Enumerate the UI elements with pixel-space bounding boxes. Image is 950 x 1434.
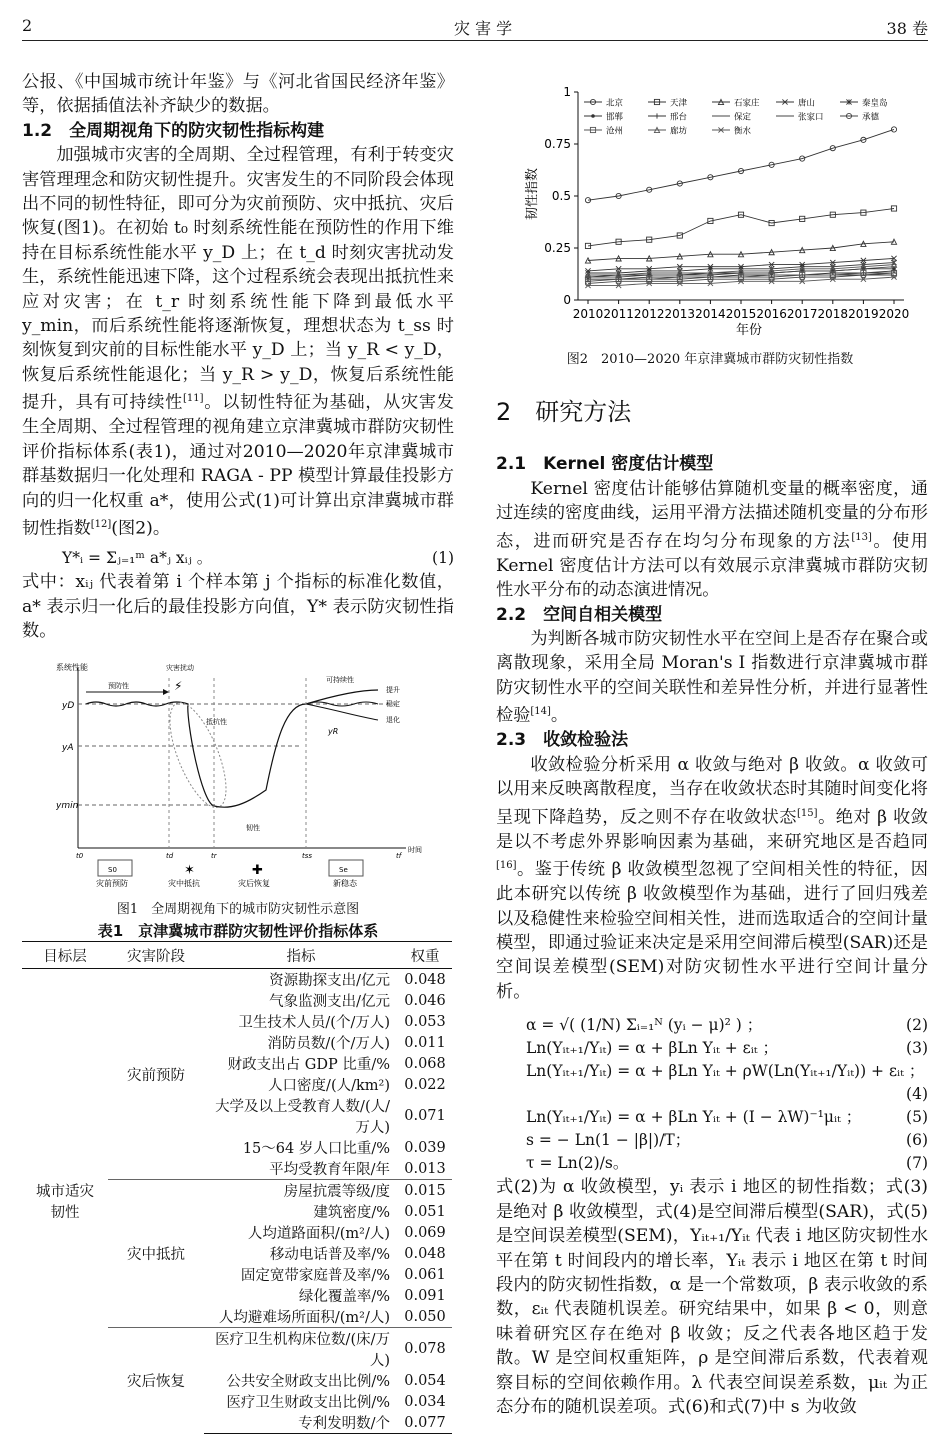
citation: [13]: [851, 531, 872, 543]
fig1-stable: 稳定: [386, 700, 400, 708]
indicator-cell: 卫生技术人员/(个/万人): [238, 1015, 390, 1031]
fig1-tss: tss: [302, 852, 313, 860]
series-line: [588, 129, 894, 200]
lightning-icon: ⚡: [174, 679, 183, 693]
legend-label: 衡水: [734, 126, 752, 137]
legend-label: 承德: [862, 112, 880, 123]
paragraph: 加强城市灾害的全周期、全过程管理，有利于转变灾害管理理念和防灾韧性提升。灾害发生的不同阶段会体现出不同的韧性特征，即可分为灾前预防、灾中抵抗、灾后恢复(图1)。在初始 t₀ 时刻系统性能在预防性的作用下维持在目标系统性能水平 y_D 上；在 t_d 时刻灾害扰动发生，系统性能迅速下降，这个过程系统会表现出抵抗性来应对灾害；在 t_r 时刻系统性能下降到最低水平 y_min，而后系统性能将逐渐恢复，理想状态为 t_ss 时刻恢复到灾前的目标性能水平 y_D 上；当 y_R < y_D，恢复后系统性能退化；当 y_R > y_D，恢复后系统性能提升，具有可持续性[11]。以韧性特征为基础，从灾害发生全周期、全过程管理的视角建立京津冀城市群防灾韧性评价指标体系(表1)，通过对2010—2020年京津冀城市群基数据归一化处理和 RAGA - PP 模型计算最佳投影方向的归一化权重 a*，使用公式(1)可计算出京津冀城市群韧性指数[12](图2)。: [22, 145, 454, 539]
weight-cell: 0.061: [404, 1266, 446, 1283]
indicator-cell: 移动电话普及率/%: [269, 1247, 390, 1263]
weight-cell: 0.048: [404, 1245, 446, 1262]
data-point: [591, 114, 595, 118]
fig1-yD: yD: [62, 701, 75, 711]
indicator-table: [22, 941, 452, 1434]
indicator-cell: 绿化覆盖率/%: [298, 1289, 390, 1305]
weight-cell: 0.091: [404, 1287, 446, 1304]
legend-entry: [648, 98, 688, 109]
stage-mid-cell: 灾中抵抗: [127, 1247, 185, 1263]
legend-label: 北京: [606, 98, 624, 109]
fig1-disturb: 灾害扰动: [166, 664, 194, 672]
fig1-sustain: 可持续性: [326, 676, 354, 684]
right-column: [496, 400, 928, 1419]
x-tick-label: 2011: [603, 307, 634, 321]
legend-entry: [584, 126, 623, 137]
indicator-cell: 固定宽带家庭普及率/%: [240, 1268, 390, 1284]
citation: [15]: [797, 807, 818, 819]
figure-2-caption-block: [492, 348, 928, 367]
x-tick-label: 2014: [695, 307, 726, 321]
equation-1: Y*ᵢ = Σⱼ₌₁ᵐ a*ⱼ xᵢⱼ 。 (1): [62, 549, 454, 568]
stage-post-cell: 灾后恢复: [127, 1374, 185, 1391]
weight-cell: 0.071: [404, 1108, 446, 1124]
table-1-title: 表1 京津冀城市群防灾韧性评价指标体系: [97, 922, 379, 940]
paragraph: 收敛检验分析采用 α 收敛与绝对 β 收敛。α 收敛可以用来反映离散程度，当存在收敛状态时其随时间变化将呈现下降趋势，反之则不存在收敛状态[15]。绝对 β 收敛是以不考虑外界影响因素为基础，来研究地区是否趋同[16]。鉴于传统 β 收敛模型忽视了空间相关性的特征，因此本研究以传统 β 收敛模型作为基础，进行了回归残差以及稳健性来检验空间相关性，进而选取适合的空间计量模型，即通过验证来决定是采用空间滞后模型(SAR)还是空间误差模型(SEM)对防灾韧性水平进行空间计量分析。: [496, 754, 928, 1002]
equation-4-number: (4): [906, 1085, 928, 1104]
weight-cell: 0.013: [404, 1160, 446, 1177]
legend-label: 秦皇岛: [862, 98, 888, 109]
x-tick-label: 2012: [633, 307, 665, 321]
plus-burst-icon: ✚: [252, 863, 263, 878]
indicator-cell: 气象监测支出/亿元: [269, 994, 390, 1010]
figure-1-caption-block: [22, 898, 454, 917]
section-heading-2-3: 2.3 收敛检验法: [496, 730, 629, 751]
running-header: [22, 8, 928, 41]
page-number: 2: [22, 16, 33, 35]
legend-label: 唐山: [798, 98, 816, 109]
paragraph: 为判断各城市防灾韧性水平在空间上是否存在聚合或离散现象，采用全局 Moran's I 指数进行京津冀城市群防灾韧性水平的空间关联性和差异性分析，并进行显著性检验[14]。: [496, 628, 928, 726]
equation-3: Ln(Yᵢₜ₊₁/Yᵢₜ) = α + βLn Yᵢₜ + εᵢₜ ； (3): [526, 1039, 928, 1058]
figure-2-line-chart: [492, 72, 922, 342]
fig1-td: td: [166, 852, 174, 860]
legend-entry: [584, 112, 624, 123]
legend-entry: [776, 112, 824, 123]
figure-2-caption: 图2 2010—2020 年京津冀城市群防灾韧性指数: [566, 352, 854, 367]
fig1-degrade: 退化: [386, 716, 400, 724]
legend-label: 石家庄: [734, 98, 760, 109]
indicator-cell: 人口密度/(人/km²): [268, 1078, 390, 1094]
legend-entry: [648, 126, 688, 137]
indicator-cell: 房屋抗震等级/度: [283, 1184, 390, 1200]
indicator-cell: 建筑密度/%: [313, 1205, 390, 1221]
fig1-resist: 抵抗性: [206, 718, 227, 726]
section-heading-1-2: 1.2 全周期视角下的防灾韧性指标构建: [22, 120, 325, 141]
y-tick-label: 0.5: [551, 189, 571, 203]
indicator-cell: 专利发明数/个: [204, 1412, 398, 1434]
chart-y-label: 韧性指数: [525, 167, 540, 221]
fig1-se: Se: [339, 866, 348, 874]
fig1-ymin: ymin: [56, 801, 79, 811]
fig1-y-label: 系统性能: [56, 663, 88, 672]
legend-label: 天津: [670, 98, 688, 109]
fig1-yA: yA: [62, 743, 74, 753]
fig1-prevent: 预防性: [108, 682, 129, 690]
legend-entry: [712, 126, 752, 137]
weight-cell: 0.039: [404, 1139, 446, 1156]
legend-label: 邯郸: [606, 112, 624, 123]
stage-pre-cell: 灾前预防: [127, 1067, 185, 1084]
table-row: [22, 969, 452, 991]
series-1: [585, 206, 896, 249]
indicator-cell: 资源勘探支出/亿元: [269, 973, 390, 989]
equation-2: α = √( (1/N) Σᵢ₌₁ᴺ (yᵢ − μ)² ) ； (2): [526, 1016, 928, 1035]
y-tick-label: 0: [563, 293, 571, 307]
indicator-cell: 平均受教育年限/年: [269, 1162, 390, 1178]
equation-5: Ln(Yᵢₜ₊₁/Yᵢₜ) = α + βLn Yᵢₜ + (I − λW)⁻¹μᵢₜ ； (5): [526, 1108, 928, 1127]
series-0: [585, 127, 896, 203]
weight-cell: 0.068: [404, 1055, 446, 1072]
legend-label: 张家口: [798, 112, 824, 123]
data-point: [654, 113, 659, 118]
y-tick-label: 0.75: [544, 137, 571, 151]
legend-entry: [840, 98, 888, 109]
indicator-cell: 医疗卫生财政支出比例/%: [226, 1395, 390, 1411]
fig1-stage-4: 新稳态: [333, 879, 357, 888]
figure-1-caption: 图1 全周期视角下的城市防灾韧性示意图: [116, 902, 360, 917]
paragraph: 公报、《中国城市统计年鉴》与《河北省国民经济年鉴》等，依据插值法补齐缺少的数据。: [22, 72, 454, 117]
indicator-cell: 消防员数/(个/万人): [267, 1036, 390, 1052]
legend-label: 保定: [734, 112, 752, 123]
legend-entry: [840, 112, 880, 123]
legend-label: 廊坊: [670, 126, 688, 137]
weight-cell: 0.015: [404, 1182, 446, 1199]
indicator-cell: 财政支出占 GDP 比重/%: [227, 1057, 390, 1073]
col-header-weight: 权重: [398, 942, 452, 969]
table-header-row: [22, 942, 452, 969]
weight-cell: 0.034: [404, 1393, 446, 1410]
figure-1-diagram: [56, 660, 434, 888]
fig1-tr: tr: [211, 852, 217, 860]
section-heading-2: 2 研究方法: [496, 398, 632, 426]
legend-entry: [712, 98, 760, 109]
legend-entry: [712, 112, 752, 123]
weight-cell: 0.077: [398, 1412, 452, 1434]
chart-x-label: 年份: [735, 323, 763, 338]
legend-label: 邢台: [670, 112, 688, 123]
fig1-s0: S0: [108, 866, 117, 874]
burst-icon: ✶: [184, 863, 195, 878]
x-tick-label: 2017: [786, 307, 818, 321]
equation-7: τ = Ln(2)/s。 (7): [526, 1154, 928, 1173]
section-heading-2-2: 2.2 空间自相关模型: [496, 604, 663, 625]
weight-cell: 0.011: [404, 1034, 446, 1051]
table-1-block: [22, 920, 454, 1434]
target-layer-cell: 城市适灾韧性: [36, 1184, 94, 1222]
x-tick-label: 2016: [756, 307, 787, 321]
col-header-indicator: 指标: [204, 942, 398, 969]
indicator-cell: 人均避难场所面积/(m²/人): [218, 1310, 390, 1326]
citation: [14]: [530, 706, 551, 718]
legend-label: 沧州: [606, 126, 624, 137]
left-column: [22, 70, 454, 643]
equation-6: s = − Ln(1 − |β|)/T； (6): [526, 1131, 928, 1150]
indicator-cell: 公共安全财政支出比例/%: [226, 1374, 390, 1390]
citation: [11]: [183, 393, 204, 405]
weight-cell: 0.053: [404, 1013, 446, 1030]
legend-entry: [648, 112, 688, 123]
legend-entry: [776, 98, 815, 109]
fig1-resilience: 韧性: [246, 824, 260, 832]
weight-cell: 0.078: [404, 1341, 446, 1357]
indicator-cell: 15～64 岁人口比重/%: [242, 1141, 390, 1157]
y-tick-label: 0.25: [544, 241, 571, 255]
equation-4: Ln(Yᵢₜ₊₁/Yᵢₜ) = α + βLn Yᵢₜ + ρW(Ln(Yᵢₜ₊₁/Yᵢₜ)) + εᵢₜ ；: [526, 1062, 925, 1081]
section-heading-2-1: 2.1 Kernel 密度估计模型: [496, 454, 714, 475]
fig1-stage-1: 灾前预防: [96, 879, 128, 888]
weight-cell: 0.050: [404, 1308, 446, 1325]
weight-cell: 0.069: [404, 1224, 446, 1241]
paragraph: 式(2)为 α 收敛模型，yᵢ 表示 i 地区的韧性指数；式(3)是绝对 β 收敛模型，式(4)是空间滞后模型(SAR)，式(5)是空间误差模型(SEM)，Yᵢₜ₊₁/Yᵢₜ 代表 i 地区防灾韧性水平在第 t 时间段内的增长率，Yᵢₜ 表示 i 地区在第 t 时间段内的防灾韧性指数，α 是一个常数项，β 表示收敛的系数，εᵢₜ 代表随机误差。研究结果中，如果 β < 0，则意味着研究区存在绝对 β 收敛；反之代表各地区趋于发散。W 是空间权重矩阵，ρ 是空间滞后系数，代表着观察目标的空间依赖作用。λ 代表空间误差系数，μᵢₜ 为正态分布的随机误差项。式(6)和式(7)中 s 为收敛: [496, 1177, 928, 1417]
weight-cell: 0.046: [404, 992, 446, 1009]
fig1-time: 时间: [408, 846, 422, 854]
fig1-stage-3: 灾后恢复: [238, 879, 270, 888]
weight-cell: 0.051: [404, 1203, 446, 1220]
legend-entry: [584, 98, 624, 109]
fig1-yR: yR: [328, 727, 339, 736]
fig1-stage-2: 灾中抵抗: [168, 879, 200, 888]
x-tick-label: 2010: [572, 307, 604, 321]
citation: [12]: [90, 519, 112, 531]
x-tick-label: 2013: [664, 307, 696, 321]
x-tick-label: 2015: [725, 307, 757, 321]
col-header-target: 目标层: [22, 942, 108, 969]
paragraph: Kernel 密度估计能够估算随机变量的概率密度，通过连续的密度曲线，运用平滑方法描述随机变量的分布形态，进而研究是否存在均匀分布现象的方法[13]。使用 Kernel 密度估计方法可以有效展示京津冀城市群防灾韧性水平分布的动态演进情况。: [496, 478, 928, 601]
indicator-cell: 医疗卫生机构床位数/(床/万人): [215, 1332, 390, 1369]
weight-cell: 0.054: [404, 1372, 446, 1389]
fig1-t0: t0: [76, 852, 84, 860]
series-2: [585, 239, 896, 263]
x-tick-label: 2020: [878, 307, 910, 321]
paragraph: 式中：xᵢⱼ 代表着第 i 个样本第 j 个指标的标准化数值，a* 表示归一化后的最佳投影方向值，Y* 表示防灾韧性指数。: [22, 572, 454, 641]
citation: [16]: [496, 860, 517, 872]
x-tick-label: 2018: [817, 307, 849, 321]
volume-label: 38 卷: [886, 19, 928, 38]
weight-cell: 0.048: [404, 971, 446, 988]
fig1-improve: 提升: [386, 686, 400, 694]
weight-cell: 0.022: [404, 1076, 446, 1093]
indicator-cell: 大学及以上受教育人数/(人/万人): [215, 1099, 390, 1136]
y-tick-label: 1: [563, 85, 571, 99]
journal-name: 灾 害 学: [454, 19, 513, 38]
col-header-stage: 灾害阶段: [108, 942, 204, 969]
series-line: [588, 209, 894, 246]
x-tick-label: 2019: [848, 307, 879, 321]
indicator-cell: 人均道路面积/(m²/人): [247, 1226, 390, 1242]
fig1-tf: tf: [396, 852, 402, 860]
